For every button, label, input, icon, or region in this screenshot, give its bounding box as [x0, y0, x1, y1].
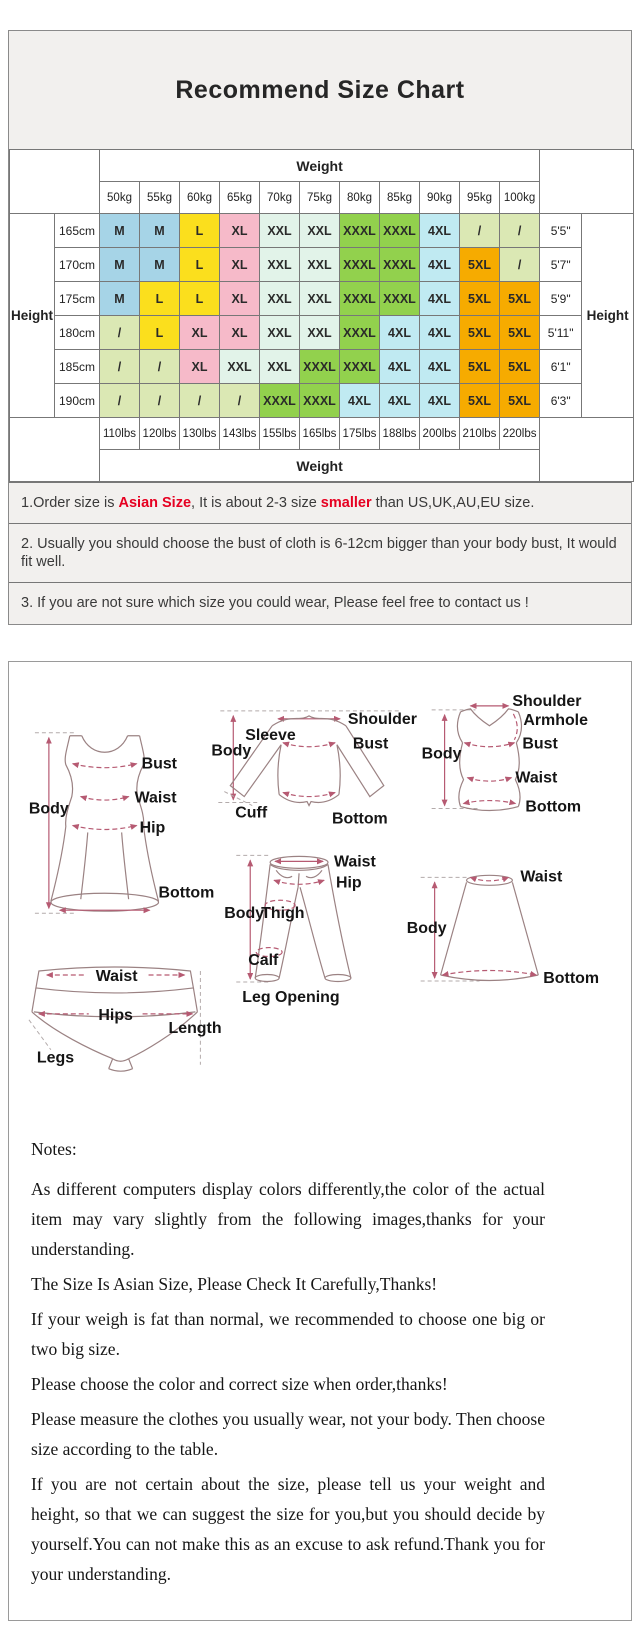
size-cell: XXXL	[380, 282, 420, 316]
ft-label: 5'7"	[540, 248, 582, 282]
table-corner	[540, 418, 634, 482]
notes-heading: Notes:	[31, 1139, 77, 1160]
size-cell: 5XL	[500, 384, 540, 418]
dress-sketch	[29, 732, 214, 912]
size-cell: /	[220, 384, 260, 418]
dress-bottom-label: Bottom	[158, 883, 215, 901]
size-cell: /	[180, 384, 220, 418]
ft-label: 6'1"	[540, 350, 582, 384]
size-cell: XXXL	[340, 248, 380, 282]
size-cell: L	[180, 248, 220, 282]
dress-bust-label: Bust	[141, 755, 177, 773]
dress-waist-label: Waist	[134, 789, 177, 807]
shirt-bottom-label: Bottom	[331, 809, 388, 827]
shirt-cuff-label: Cuff	[235, 804, 268, 822]
lbs-label: 130lbs	[180, 418, 220, 450]
note1-text: 1.Order size is	[21, 495, 119, 511]
size-cell: XXL	[260, 248, 300, 282]
note-row-2: 2. Usually you should choose the bust of cloth is 6-12cm bigger than your body bust, It would fit well.	[9, 523, 631, 582]
size-cell: XXXL	[260, 384, 300, 418]
cm-label: 165cm	[55, 214, 100, 248]
size-cell: 5XL	[460, 350, 500, 384]
size-cell: /	[460, 214, 500, 248]
size-cell: XXL	[300, 248, 340, 282]
lbs-label: 200lbs	[420, 418, 460, 450]
pants-body-label: Body	[224, 904, 265, 922]
note-paragraph-1: As different computers display colors differently,the color of the actual item may vary slightly from the following images,thanks for your understanding.	[31, 1179, 545, 1260]
shirt-sketch	[211, 710, 417, 827]
vest-sketch	[422, 692, 588, 815]
dress-hip-label: Hip	[139, 818, 166, 836]
size-cell: XXL	[300, 282, 340, 316]
size-cell: XXL	[220, 350, 260, 384]
note1-text2: , It is about 2-3 size	[191, 495, 321, 511]
vest-body-label: Body	[421, 745, 462, 763]
note-row-1	[9, 482, 631, 523]
size-cell: XXL	[260, 316, 300, 350]
height-label-right: Height	[582, 214, 634, 418]
lbs-label: 210lbs	[460, 418, 500, 450]
size-cell: 5XL	[460, 316, 500, 350]
table-corner	[540, 150, 634, 214]
table-corner	[10, 150, 100, 214]
size-cell: M	[100, 282, 140, 316]
size-cell: 5XL	[460, 282, 500, 316]
cm-label: 175cm	[55, 282, 100, 316]
size-cell: 5XL	[500, 316, 540, 350]
size-cell: L	[180, 282, 220, 316]
size-cell: XXXL	[340, 282, 380, 316]
size-cell: 4XL	[340, 384, 380, 418]
pants-thigh-label: Thigh	[261, 904, 305, 922]
size-cell: XXL	[260, 350, 300, 384]
size-cell: 5XL	[500, 350, 540, 384]
skirt-body-label: Body	[406, 919, 447, 937]
vest-shoulder-label: Shoulder	[512, 692, 582, 710]
skirt-waist-label: Waist	[520, 867, 563, 885]
note1-smaller: smaller	[320, 495, 372, 511]
ft-label: 6'3"	[540, 384, 582, 418]
shirt-body-label: Body	[211, 742, 252, 760]
brief-length-label: Length	[168, 1019, 222, 1037]
lbs-label: 165lbs	[300, 418, 340, 450]
lbs-label: 155lbs	[260, 418, 300, 450]
size-cell: /	[500, 248, 540, 282]
note-row-3: 3. If you are not sure which size you could wear, Please feel free to contact us !	[9, 582, 631, 623]
shirt-shoulder-label: Shoulder	[347, 710, 417, 728]
lbs-label: 188lbs	[380, 418, 420, 450]
size-cell: 4XL	[380, 350, 420, 384]
size-cell: /	[140, 384, 180, 418]
size-cell: 4XL	[380, 384, 420, 418]
size-table-body	[10, 150, 634, 482]
size-cell: XXXL	[340, 316, 380, 350]
note-paragraph-2: The Size Is Asian Size, Please Check It Carefully,Thanks!	[31, 1274, 438, 1295]
pants-waist-label: Waist	[333, 852, 376, 870]
size-cell: XL	[180, 350, 220, 384]
kg-label: 65kg	[220, 182, 260, 214]
size-cell: 5XL	[500, 282, 540, 316]
pants-hip-label: Hip	[335, 873, 362, 891]
kg-label: 60kg	[180, 182, 220, 214]
size-cell: L	[140, 282, 180, 316]
note-paragraph-4: Please choose the color and correct size when order,thanks!	[31, 1374, 448, 1395]
ft-label: 5'11"	[540, 316, 582, 350]
size-cell: XXXL	[340, 350, 380, 384]
brief-waist-label: Waist	[95, 967, 138, 985]
brief-sketch	[29, 967, 222, 1071]
ft-label: 5'5"	[540, 214, 582, 248]
skirt-bottom-label: Bottom	[543, 969, 600, 987]
cm-label: 185cm	[55, 350, 100, 384]
kg-label: 100kg	[500, 182, 540, 214]
lbs-label: 175lbs	[340, 418, 380, 450]
size-cell: /	[140, 350, 180, 384]
measure-guide-panel	[8, 661, 632, 1622]
kg-label: 75kg	[300, 182, 340, 214]
size-cell: XL	[220, 316, 260, 350]
shirt-bust-label: Bust	[352, 735, 389, 753]
weight-footer: Weight	[100, 450, 540, 482]
height-label-left: Height	[10, 214, 55, 418]
size-cell: L	[180, 214, 220, 248]
lbs-label: 220lbs	[500, 418, 540, 450]
size-cell: /	[100, 384, 140, 418]
note-paragraph-6: If you are not certain about the size, please tell us your weight and height, so that we can suggest the size for you,but you should decide by yourself.You can not make this as an excuse to ask refund.Thank you for your understanding.	[31, 1474, 545, 1585]
size-cell: L	[140, 316, 180, 350]
size-cell: XXL	[300, 316, 340, 350]
size-chart-page	[0, 30, 640, 1639]
size-cell: M	[100, 248, 140, 282]
size-cell: M	[140, 214, 180, 248]
dress-body-label: Body	[28, 800, 69, 818]
bottom-notes	[9, 1076, 631, 1620]
size-cell: 4XL	[420, 214, 460, 248]
size-cell: /	[500, 214, 540, 248]
vest-waist-label: Waist	[515, 769, 558, 787]
lbs-label: 143lbs	[220, 418, 260, 450]
size-cell: XL	[220, 214, 260, 248]
brief-legs-label: Legs	[36, 1049, 75, 1067]
kg-label: 90kg	[420, 182, 460, 214]
note-paragraph-3: If your weigh is fat than normal, we recommended to choose one big or two big size.	[31, 1309, 545, 1360]
lbs-label: 120lbs	[140, 418, 180, 450]
size-cell: M	[140, 248, 180, 282]
size-cell: XXXL	[380, 214, 420, 248]
garment-diagrams	[9, 666, 631, 1077]
note1-asian-size: Asian Size	[118, 495, 192, 511]
page-title: Recommend Size Chart	[175, 75, 465, 104]
pants-sketch	[224, 853, 376, 1006]
size-cell: XXL	[260, 282, 300, 316]
skirt-sketch	[407, 868, 599, 987]
size-cell: XL	[180, 316, 220, 350]
cm-label: 190cm	[55, 384, 100, 418]
size-chart-panel	[8, 30, 632, 625]
size-cell: 4XL	[420, 282, 460, 316]
vest-bottom-label: Bottom	[525, 798, 582, 816]
shirt-sleeve-label: Sleeve	[245, 726, 296, 744]
size-cell: XXXL	[300, 350, 340, 384]
size-cell: XXXL	[300, 384, 340, 418]
size-cell: 4XL	[420, 350, 460, 384]
kg-label: 70kg	[260, 182, 300, 214]
size-cell: XL	[220, 248, 260, 282]
lbs-label: 110lbs	[100, 418, 140, 450]
brief-hips-label: Hips	[98, 1006, 133, 1024]
note-paragraph-5: Please measure the clothes you usually wear, not your body. Then choose size according to the table.	[31, 1409, 545, 1460]
size-cell: XXXL	[380, 248, 420, 282]
size-cell: XL	[220, 282, 260, 316]
kg-label: 55kg	[140, 182, 180, 214]
cm-label: 180cm	[55, 316, 100, 350]
kg-label: 50kg	[100, 182, 140, 214]
size-table	[9, 149, 634, 482]
table-corner	[10, 418, 100, 482]
size-cell: /	[100, 316, 140, 350]
note1-text3: than US,UK,AU,EU size.	[371, 495, 535, 511]
size-cell: 4XL	[420, 384, 460, 418]
weight-header: Weight	[100, 150, 540, 182]
size-cell: XXL	[300, 214, 340, 248]
size-cell: XXL	[260, 214, 300, 248]
pants-calf-label: Calf	[248, 951, 279, 969]
vest-armhole-label: Armhole	[523, 711, 588, 729]
cm-label: 170cm	[55, 248, 100, 282]
size-cell: 5XL	[460, 384, 500, 418]
size-cell: /	[100, 350, 140, 384]
size-cell: XXXL	[340, 214, 380, 248]
pants-leg-opening-label: Leg Opening	[242, 988, 340, 1006]
size-cell: M	[100, 214, 140, 248]
size-cell: 4XL	[380, 316, 420, 350]
kg-label: 85kg	[380, 182, 420, 214]
size-cell: 4XL	[420, 316, 460, 350]
kg-label: 95kg	[460, 182, 500, 214]
ft-label: 5'9"	[540, 282, 582, 316]
size-cell: 5XL	[460, 248, 500, 282]
vest-bust-label: Bust	[522, 735, 558, 753]
size-cell: 4XL	[420, 248, 460, 282]
kg-label: 80kg	[340, 182, 380, 214]
